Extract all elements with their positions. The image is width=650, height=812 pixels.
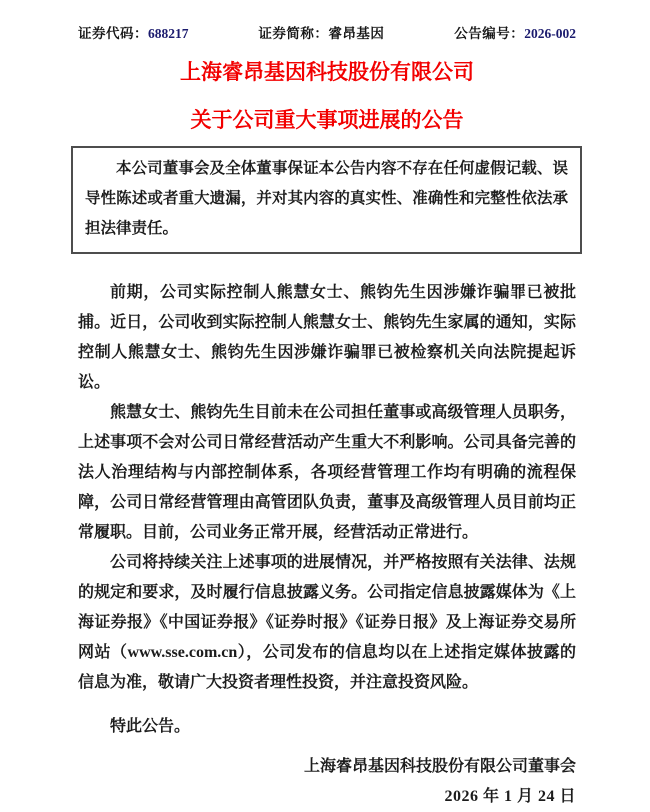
announcement-number-value: 2026-002 [524,26,576,41]
security-name-value: 睿昂基因 [328,26,385,41]
signature-block [78,752,576,812]
body-paragraph: 前期，公司实际控制人熊慧女士、熊钧先生因涉嫌诈骗罪已被批捕。近日，公司收到实际控制人熊慧女士、熊钧先生家属的通知，实际控制人熊慧女士、熊钧先生因涉嫌诈骗罪已被检察机关向法院提起诉讼。 [78,284,576,391]
signature-date: 2026 年 1 月 24 日 [444,788,576,805]
statement-box [71,146,582,254]
doc-header [78,22,576,42]
company-title: 上海睿昂基因科技股份有限公司 [180,61,474,84]
announcement-number-label: 公告编号： [454,26,525,41]
announcement-number [454,22,576,42]
body-paragraph: 熊慧女士、熊钧先生目前未在公司担任董事或高级管理人员职务，上述事项不会对公司日常经营活动产生重大不利影响。公司具备完善的法人治理结构与内部控制体系，各项经营管理工作均有明确的流程保障，公司日常经营管理由高管团队负责，董事及高级管理人员目前均正常履职。目前，公司业务正常开展，经营活动正常进行。 [78,404,576,541]
statement-text: 本公司董事会及全体董事保证本公告内容不存在任何虚假记载、误导性陈述或者重大遗漏，并对其内容的真实性、准确性和完整性依法承担法律责任。 [85,160,568,237]
security-name-label: 证券简称： [258,26,329,41]
security-code-value: 688217 [148,26,189,41]
security-code [78,22,189,42]
security-name [258,22,384,42]
closing-note: 特此公告。 [110,718,191,735]
security-code-label: 证券代码： [78,26,148,41]
signature-entity: 上海睿昂基因科技股份有限公司董事会 [303,758,576,775]
announcement-title: 关于公司重大事项进展的公告 [190,109,464,132]
body-paragraph: 公司将持续关注上述事项的进展情况，并严格按照有关法律、法规的规定和要求，及时履行信息披露义务。公司指定信息披露媒体为《上海证券报》《中国证券报》《证券时报》《证券日报》及上海证券交易所网站（www.sse.com.cn），公司发布的信息均以在上述指定媒体披露的信息为准，敬请广大投资者理性投资，并注意投资风险。 [78,554,576,691]
